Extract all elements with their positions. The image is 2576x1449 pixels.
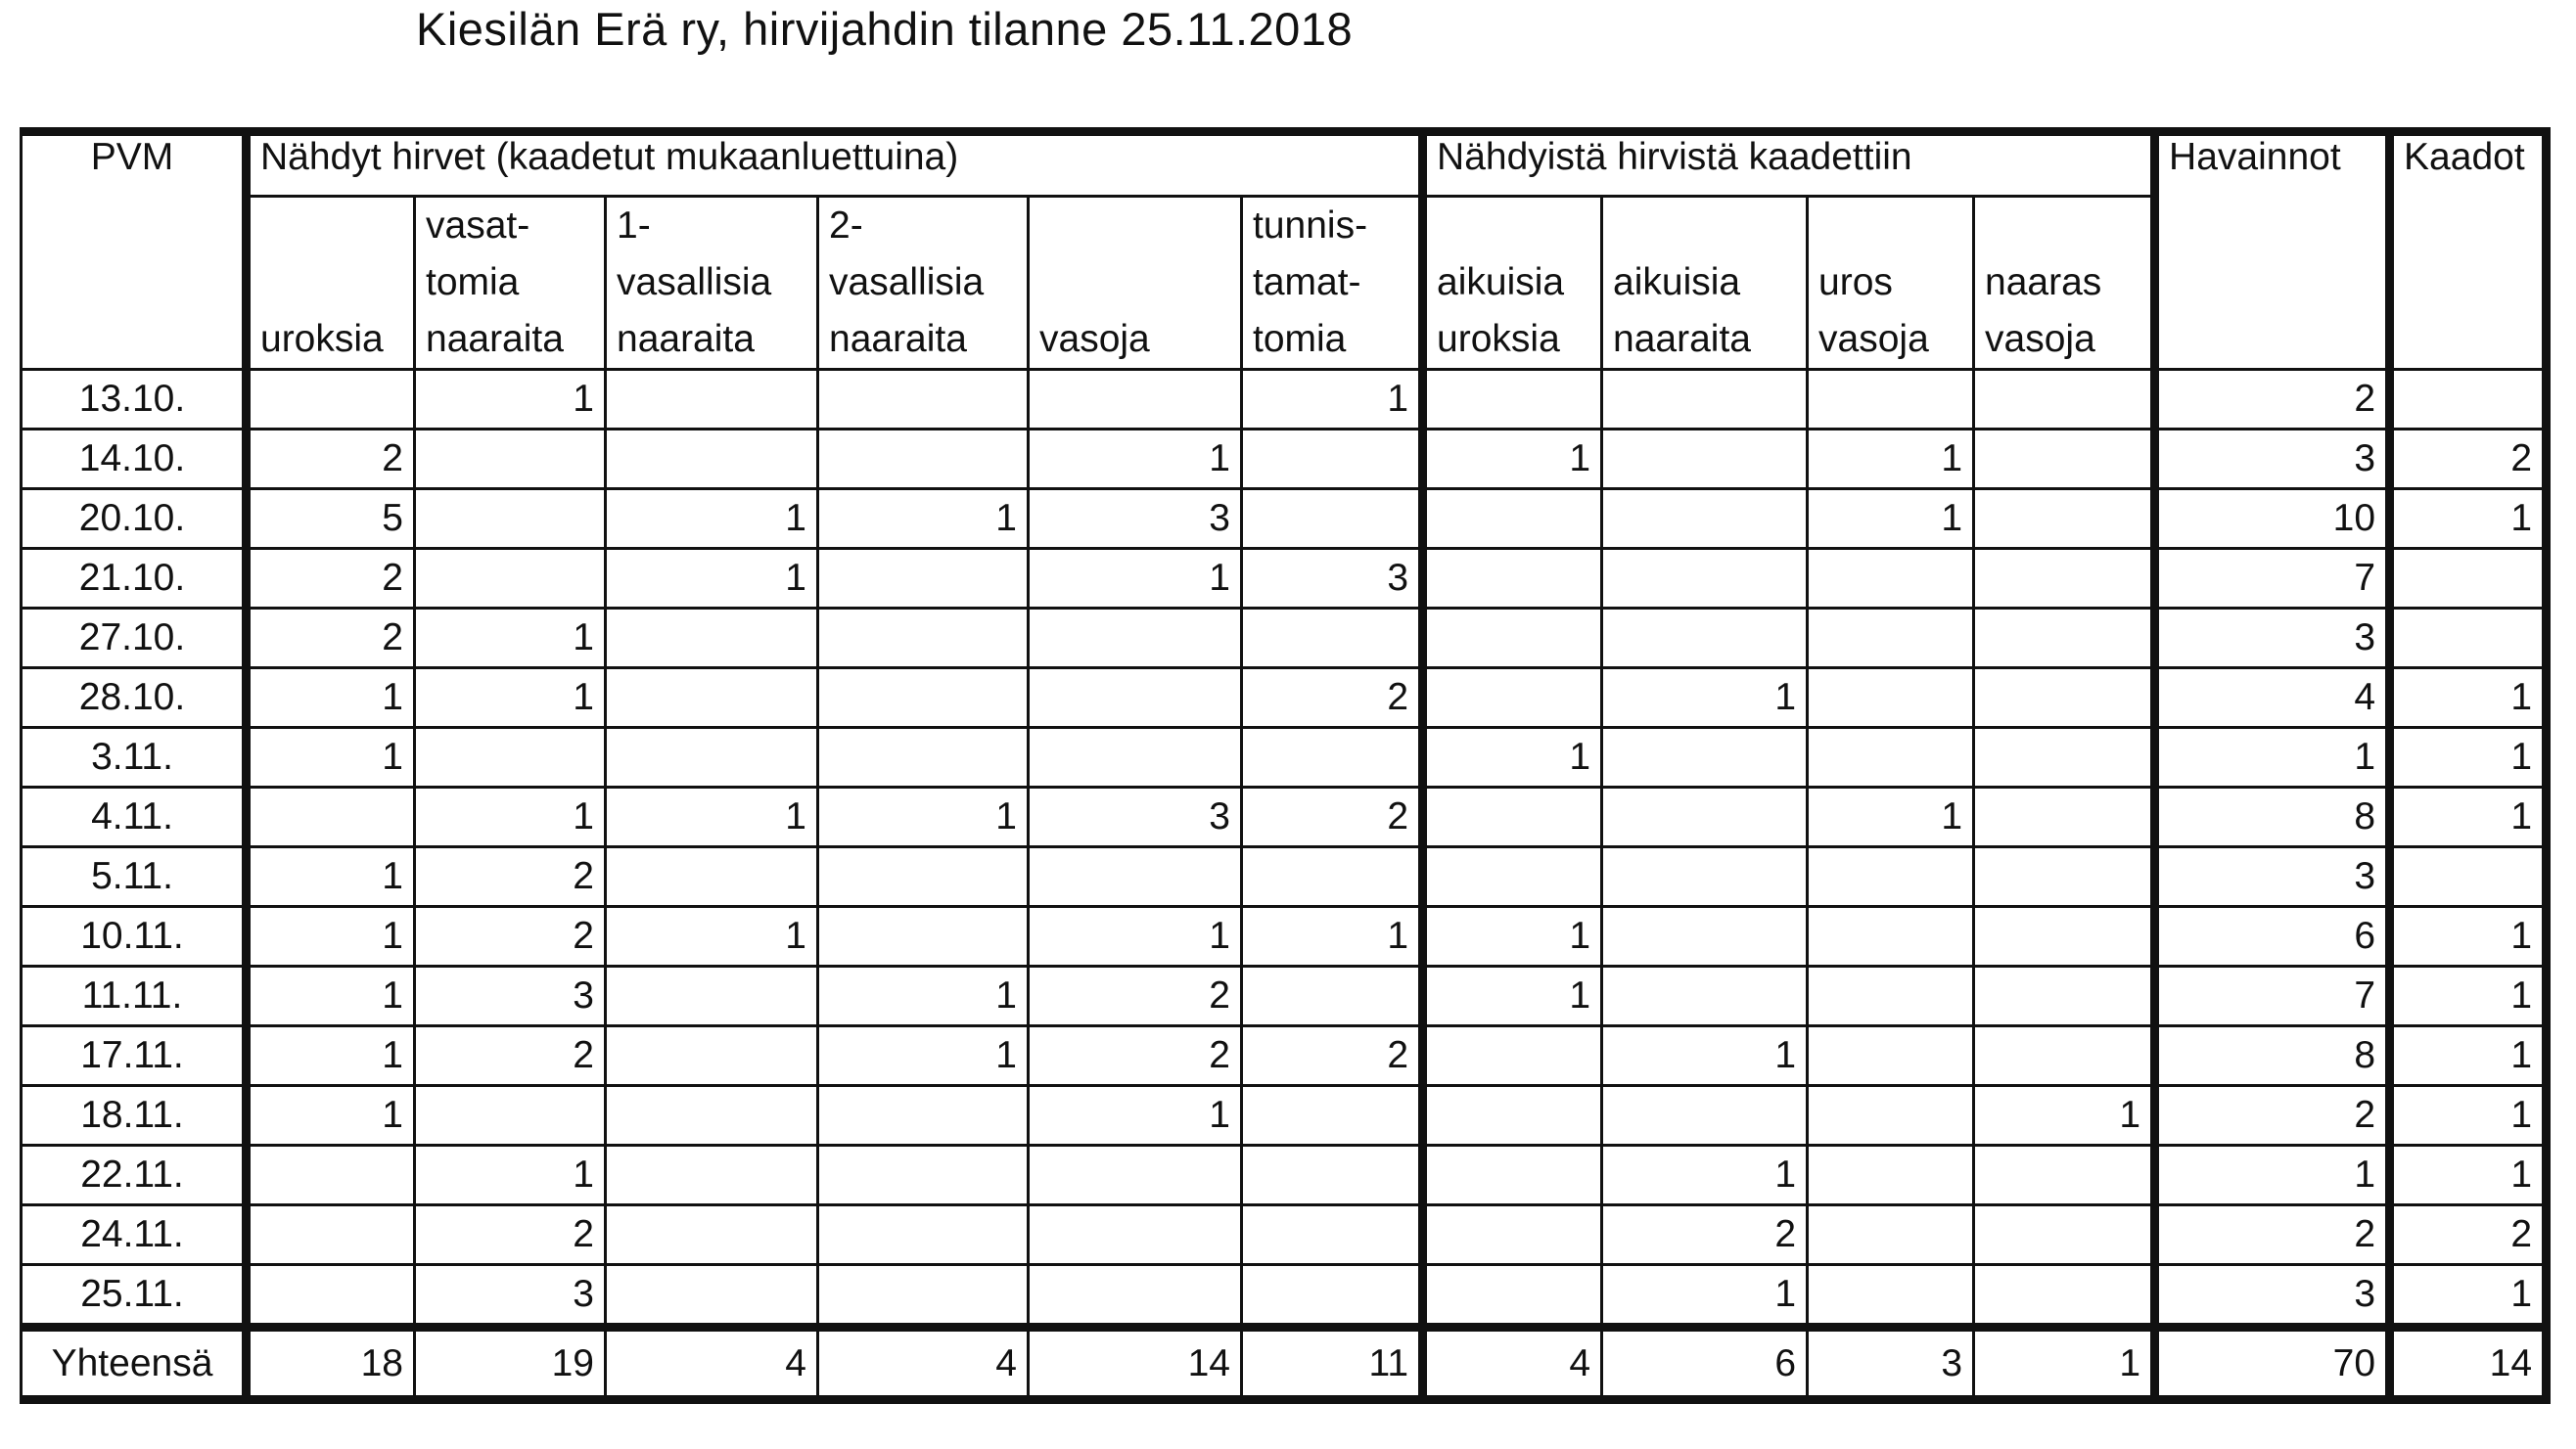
killed-cell xyxy=(1974,609,2155,668)
observations-cell: 3 xyxy=(2155,1265,2390,1328)
seen-cell: 2 xyxy=(1029,1026,1242,1086)
seen-cell: 3 xyxy=(415,1265,606,1328)
killed-cell xyxy=(1602,967,1808,1026)
total-seen-cell: 11 xyxy=(1242,1328,1423,1400)
table-row xyxy=(22,788,2547,847)
seen-cell xyxy=(1242,430,1423,489)
observations-cell: 3 xyxy=(2155,430,2390,489)
header-seen-col xyxy=(1242,197,1423,370)
killed-cell xyxy=(1602,370,1808,430)
killed-cell xyxy=(1808,728,1974,788)
killed-cell xyxy=(1423,609,1602,668)
header-line xyxy=(260,254,403,311)
table-row xyxy=(22,907,2547,967)
table-row xyxy=(22,1205,2547,1265)
seen-cell xyxy=(606,1026,818,1086)
header-pvm: PVM xyxy=(22,132,247,370)
observations-cell: 1 xyxy=(2155,1146,2390,1205)
seen-cell xyxy=(606,609,818,668)
killed-cell xyxy=(1974,847,2155,907)
seen-cell xyxy=(247,1205,415,1265)
seen-cell xyxy=(1242,609,1423,668)
seen-cell xyxy=(606,430,818,489)
kills-cell xyxy=(2390,370,2547,430)
killed-cell xyxy=(1423,1146,1602,1205)
killed-cell: 1 xyxy=(1602,1146,1808,1205)
seen-cell xyxy=(818,728,1029,788)
killed-cell xyxy=(1808,907,1974,967)
killed-cell xyxy=(1423,1086,1602,1146)
seen-cell xyxy=(415,549,606,609)
header-line: vasoja xyxy=(1818,318,1929,360)
header-seen-col xyxy=(247,197,415,370)
header-line: vasoja xyxy=(1039,318,1150,360)
seen-cell: 1 xyxy=(818,1026,1029,1086)
header-seen-group: Nähdyt hirvet (kaadetut mukaanluettuina) xyxy=(247,132,1423,197)
observations-cell: 2 xyxy=(2155,1086,2390,1146)
header-line: naaras xyxy=(1985,261,2102,303)
seen-cell: 2 xyxy=(1242,1026,1423,1086)
kills-cell: 2 xyxy=(2390,1205,2547,1265)
seen-cell: 2 xyxy=(1029,967,1242,1026)
seen-cell: 1 xyxy=(1242,907,1423,967)
header-killed-col xyxy=(1974,197,2155,370)
seen-cell: 1 xyxy=(1029,430,1242,489)
seen-cell: 2 xyxy=(415,1205,606,1265)
killed-cell xyxy=(1974,1026,2155,1086)
date-cell: 28.10. xyxy=(22,668,247,728)
seen-cell xyxy=(247,370,415,430)
header-line: vasat- xyxy=(426,204,530,247)
killed-cell: 1 xyxy=(1602,668,1808,728)
observations-cell: 3 xyxy=(2155,609,2390,668)
table-row xyxy=(22,609,2547,668)
table-row xyxy=(22,668,2547,728)
seen-cell: 2 xyxy=(247,549,415,609)
killed-cell xyxy=(1423,1265,1602,1328)
kills-cell xyxy=(2390,549,2547,609)
header-line: aikuisia xyxy=(1613,261,1741,303)
seen-cell xyxy=(606,1086,818,1146)
seen-cell: 1 xyxy=(247,907,415,967)
killed-cell xyxy=(1974,1146,2155,1205)
seen-cell xyxy=(606,1146,818,1205)
kills-cell: 1 xyxy=(2390,1026,2547,1086)
seen-cell xyxy=(818,430,1029,489)
seen-cell xyxy=(1029,1146,1242,1205)
killed-cell xyxy=(1808,668,1974,728)
seen-cell xyxy=(1242,1146,1423,1205)
date-cell: 24.11. xyxy=(22,1205,247,1265)
seen-cell: 1 xyxy=(415,788,606,847)
seen-cell xyxy=(818,1086,1029,1146)
table-row xyxy=(22,430,2547,489)
date-cell: 17.11. xyxy=(22,1026,247,1086)
seen-cell: 1 xyxy=(415,668,606,728)
date-cell: 13.10. xyxy=(22,370,247,430)
seen-cell xyxy=(1029,609,1242,668)
killed-cell xyxy=(1602,430,1808,489)
total-seen-cell: 18 xyxy=(247,1328,415,1400)
header-line xyxy=(1039,198,1230,254)
seen-cell: 3 xyxy=(1029,489,1242,549)
killed-cell: 1 xyxy=(1423,967,1602,1026)
seen-cell xyxy=(818,847,1029,907)
observations-cell: 10 xyxy=(2155,489,2390,549)
header-line: uroksia xyxy=(1437,318,1560,360)
kills-cell: 1 xyxy=(2390,1265,2547,1328)
killed-cell xyxy=(1808,1265,1974,1328)
killed-cell xyxy=(1974,370,2155,430)
observations-cell: 2 xyxy=(2155,370,2390,430)
header-line: vasoja xyxy=(1985,318,2095,360)
killed-cell xyxy=(1423,1026,1602,1086)
seen-cell: 1 xyxy=(1029,907,1242,967)
seen-cell xyxy=(1242,728,1423,788)
killed-cell xyxy=(1808,1146,1974,1205)
seen-cell: 1 xyxy=(606,788,818,847)
kills-cell: 1 xyxy=(2390,489,2547,549)
killed-cell xyxy=(1808,1026,1974,1086)
hunt-status-table xyxy=(20,127,2551,1404)
seen-cell xyxy=(818,549,1029,609)
kills-cell: 2 xyxy=(2390,430,2547,489)
seen-cell xyxy=(415,728,606,788)
killed-cell xyxy=(1974,728,2155,788)
header-line: tomia xyxy=(1253,318,1347,360)
seen-cell: 1 xyxy=(606,489,818,549)
header-line: naaraita xyxy=(617,318,755,360)
observations-cell: 2 xyxy=(2155,1205,2390,1265)
seen-cell xyxy=(415,1086,606,1146)
killed-cell xyxy=(1808,847,1974,907)
killed-cell: 1 xyxy=(1808,430,1974,489)
killed-cell: 1 xyxy=(1808,489,1974,549)
seen-cell: 1 xyxy=(1029,549,1242,609)
seen-cell: 1 xyxy=(247,847,415,907)
total-seen-cell: 4 xyxy=(818,1328,1029,1400)
killed-cell xyxy=(1974,1265,2155,1328)
seen-cell xyxy=(606,847,818,907)
seen-cell: 1 xyxy=(818,489,1029,549)
seen-cell: 2 xyxy=(415,907,606,967)
seen-cell xyxy=(1242,847,1423,907)
killed-cell xyxy=(1602,489,1808,549)
table-row xyxy=(22,728,2547,788)
header-line: vasallisia xyxy=(617,261,772,303)
observations-cell: 1 xyxy=(2155,728,2390,788)
killed-cell xyxy=(1808,549,1974,609)
killed-cell xyxy=(1602,549,1808,609)
seen-cell xyxy=(1029,370,1242,430)
killed-cell xyxy=(1423,549,1602,609)
table-row xyxy=(22,847,2547,907)
table-row xyxy=(22,967,2547,1026)
total-row xyxy=(22,1328,2547,1400)
total-kills-cell: 14 xyxy=(2390,1328,2547,1400)
header-line: tamat- xyxy=(1253,261,1361,303)
seen-cell xyxy=(247,1265,415,1328)
killed-cell: 1 xyxy=(1423,728,1602,788)
killed-cell xyxy=(1423,1205,1602,1265)
seen-cell xyxy=(606,668,818,728)
killed-cell xyxy=(1808,609,1974,668)
header-line: tomia xyxy=(426,261,520,303)
table-row xyxy=(22,1265,2547,1328)
date-cell: 20.10. xyxy=(22,489,247,549)
table-row xyxy=(22,1086,2547,1146)
total-killed-cell: 3 xyxy=(1808,1328,1974,1400)
killed-cell xyxy=(1974,788,2155,847)
header-line: naaraita xyxy=(1613,318,1751,360)
killed-cell: 2 xyxy=(1602,1205,1808,1265)
observations-cell: 4 xyxy=(2155,668,2390,728)
date-cell: 14.10. xyxy=(22,430,247,489)
seen-cell: 2 xyxy=(247,430,415,489)
total-seen-cell: 19 xyxy=(415,1328,606,1400)
killed-cell: 1 xyxy=(1974,1086,2155,1146)
killed-cell xyxy=(1602,788,1808,847)
kills-cell: 1 xyxy=(2390,788,2547,847)
seen-cell xyxy=(818,1265,1029,1328)
killed-cell xyxy=(1808,967,1974,1026)
header-seen-col xyxy=(606,197,818,370)
date-cell: 21.10. xyxy=(22,549,247,609)
header-line: uroksia xyxy=(260,318,384,360)
seen-cell: 2 xyxy=(415,847,606,907)
killed-cell xyxy=(1808,1086,1974,1146)
header-line: naaraita xyxy=(829,318,967,360)
seen-cell: 1 xyxy=(247,1026,415,1086)
table-row xyxy=(22,549,2547,609)
table-row xyxy=(22,1026,2547,1086)
document-title: Kiesilän Erä ry, hirvijahdin tilanne 25.11.2018 xyxy=(416,3,1354,55)
seen-cell xyxy=(1242,1265,1423,1328)
killed-cell xyxy=(1423,847,1602,907)
date-cell: 3.11. xyxy=(22,728,247,788)
kills-cell: 1 xyxy=(2390,907,2547,967)
table-row xyxy=(22,370,2547,430)
seen-cell: 1 xyxy=(606,907,818,967)
killed-cell xyxy=(1974,489,2155,549)
total-seen-cell: 14 xyxy=(1029,1328,1242,1400)
observations-cell: 7 xyxy=(2155,967,2390,1026)
seen-cell: 1 xyxy=(415,370,606,430)
killed-cell xyxy=(1423,489,1602,549)
header-line: 2- xyxy=(829,204,863,247)
total-killed-cell: 6 xyxy=(1602,1328,1808,1400)
observations-cell: 8 xyxy=(2155,1026,2390,1086)
header-seen-col xyxy=(1029,197,1242,370)
seen-cell: 1 xyxy=(818,788,1029,847)
observations-cell: 3 xyxy=(2155,847,2390,907)
table-row xyxy=(22,489,2547,549)
seen-cell: 1 xyxy=(415,609,606,668)
total-killed-cell: 4 xyxy=(1423,1328,1602,1400)
seen-cell xyxy=(1029,847,1242,907)
killed-cell xyxy=(1423,370,1602,430)
killed-cell xyxy=(1602,1086,1808,1146)
seen-cell xyxy=(606,967,818,1026)
total-killed-cell: 1 xyxy=(1974,1328,2155,1400)
seen-cell xyxy=(818,668,1029,728)
table-row xyxy=(22,1146,2547,1205)
seen-cell: 5 xyxy=(247,489,415,549)
header-killed-col xyxy=(1808,197,1974,370)
seen-cell: 3 xyxy=(1242,549,1423,609)
killed-cell xyxy=(1423,668,1602,728)
kills-cell: 1 xyxy=(2390,668,2547,728)
seen-cell: 2 xyxy=(1242,788,1423,847)
header-line: tunnis- xyxy=(1253,204,1368,247)
killed-cell xyxy=(1974,430,2155,489)
header-line: aikuisia xyxy=(1437,261,1565,303)
header-line xyxy=(1039,254,1230,311)
seen-cell: 1 xyxy=(1242,370,1423,430)
seen-cell: 1 xyxy=(415,1146,606,1205)
date-cell: 10.11. xyxy=(22,907,247,967)
date-cell: 22.11. xyxy=(22,1146,247,1205)
total-label: Yhteensä xyxy=(22,1328,247,1400)
killed-cell xyxy=(1974,549,2155,609)
header-seen-col xyxy=(415,197,606,370)
table-body xyxy=(22,370,2547,1400)
seen-cell: 1 xyxy=(247,1086,415,1146)
date-cell: 11.11. xyxy=(22,967,247,1026)
killed-cell xyxy=(1808,1205,1974,1265)
killed-cell: 1 xyxy=(1602,1026,1808,1086)
header-line: uros xyxy=(1818,261,1893,303)
killed-cell xyxy=(1602,907,1808,967)
killed-cell xyxy=(1808,370,1974,430)
header-seen-col xyxy=(818,197,1029,370)
seen-cell xyxy=(606,370,818,430)
seen-cell xyxy=(606,1265,818,1328)
killed-cell: 1 xyxy=(1808,788,1974,847)
seen-cell: 3 xyxy=(1029,788,1242,847)
killed-cell xyxy=(1423,788,1602,847)
killed-cell: 1 xyxy=(1602,1265,1808,1328)
date-cell: 18.11. xyxy=(22,1086,247,1146)
header-observations: Havainnot xyxy=(2155,132,2390,370)
header-kills: Kaadot xyxy=(2390,132,2547,370)
header-killed-group: Nähdyistä hirvistä kaadettiin xyxy=(1423,132,2155,197)
seen-cell xyxy=(1242,489,1423,549)
header-line: 1- xyxy=(617,204,651,247)
killed-cell xyxy=(1602,728,1808,788)
seen-cell: 1 xyxy=(247,967,415,1026)
seen-cell: 1 xyxy=(818,967,1029,1026)
killed-cell xyxy=(1974,907,2155,967)
seen-cell xyxy=(1242,1086,1423,1146)
seen-cell: 3 xyxy=(415,967,606,1026)
seen-cell xyxy=(818,370,1029,430)
kills-cell: 1 xyxy=(2390,967,2547,1026)
seen-cell xyxy=(606,1205,818,1265)
killed-cell xyxy=(1974,668,2155,728)
header-line: naaraita xyxy=(426,318,564,360)
kills-cell: 1 xyxy=(2390,1086,2547,1146)
observations-cell: 8 xyxy=(2155,788,2390,847)
seen-cell xyxy=(606,728,818,788)
kills-cell: 1 xyxy=(2390,1146,2547,1205)
seen-cell: 2 xyxy=(415,1026,606,1086)
seen-cell xyxy=(1242,1205,1423,1265)
date-cell: 27.10. xyxy=(22,609,247,668)
kills-cell xyxy=(2390,609,2547,668)
seen-cell: 2 xyxy=(247,609,415,668)
seen-cell: 1 xyxy=(247,728,415,788)
date-cell: 4.11. xyxy=(22,788,247,847)
seen-cell xyxy=(415,489,606,549)
seen-cell xyxy=(818,1146,1029,1205)
header-killed-col xyxy=(1423,197,1602,370)
total-seen-cell: 4 xyxy=(606,1328,818,1400)
killed-cell: 1 xyxy=(1423,907,1602,967)
seen-cell xyxy=(1029,668,1242,728)
killed-cell xyxy=(1974,967,2155,1026)
seen-cell: 1 xyxy=(247,668,415,728)
seen-cell xyxy=(818,1205,1029,1265)
observations-cell: 6 xyxy=(2155,907,2390,967)
seen-cell xyxy=(1029,1265,1242,1328)
seen-cell xyxy=(818,609,1029,668)
seen-cell xyxy=(1029,1205,1242,1265)
header-line: vasallisia xyxy=(829,261,985,303)
seen-cell xyxy=(247,788,415,847)
observations-cell: 7 xyxy=(2155,549,2390,609)
total-observations-cell: 70 xyxy=(2155,1328,2390,1400)
kills-cell xyxy=(2390,847,2547,907)
killed-cell: 1 xyxy=(1423,430,1602,489)
header-killed-col xyxy=(1602,197,1808,370)
seen-cell: 1 xyxy=(606,549,818,609)
date-cell: 5.11. xyxy=(22,847,247,907)
header-line xyxy=(260,198,403,254)
kills-cell: 1 xyxy=(2390,728,2547,788)
killed-cell xyxy=(1974,1205,2155,1265)
seen-cell xyxy=(247,1146,415,1205)
killed-cell xyxy=(1602,609,1808,668)
seen-cell xyxy=(1242,967,1423,1026)
seen-cell xyxy=(1029,728,1242,788)
killed-cell xyxy=(1602,847,1808,907)
seen-cell xyxy=(415,430,606,489)
date-cell: 25.11. xyxy=(22,1265,247,1328)
seen-cell: 2 xyxy=(1242,668,1423,728)
seen-cell: 1 xyxy=(1029,1086,1242,1146)
seen-cell xyxy=(818,907,1029,967)
